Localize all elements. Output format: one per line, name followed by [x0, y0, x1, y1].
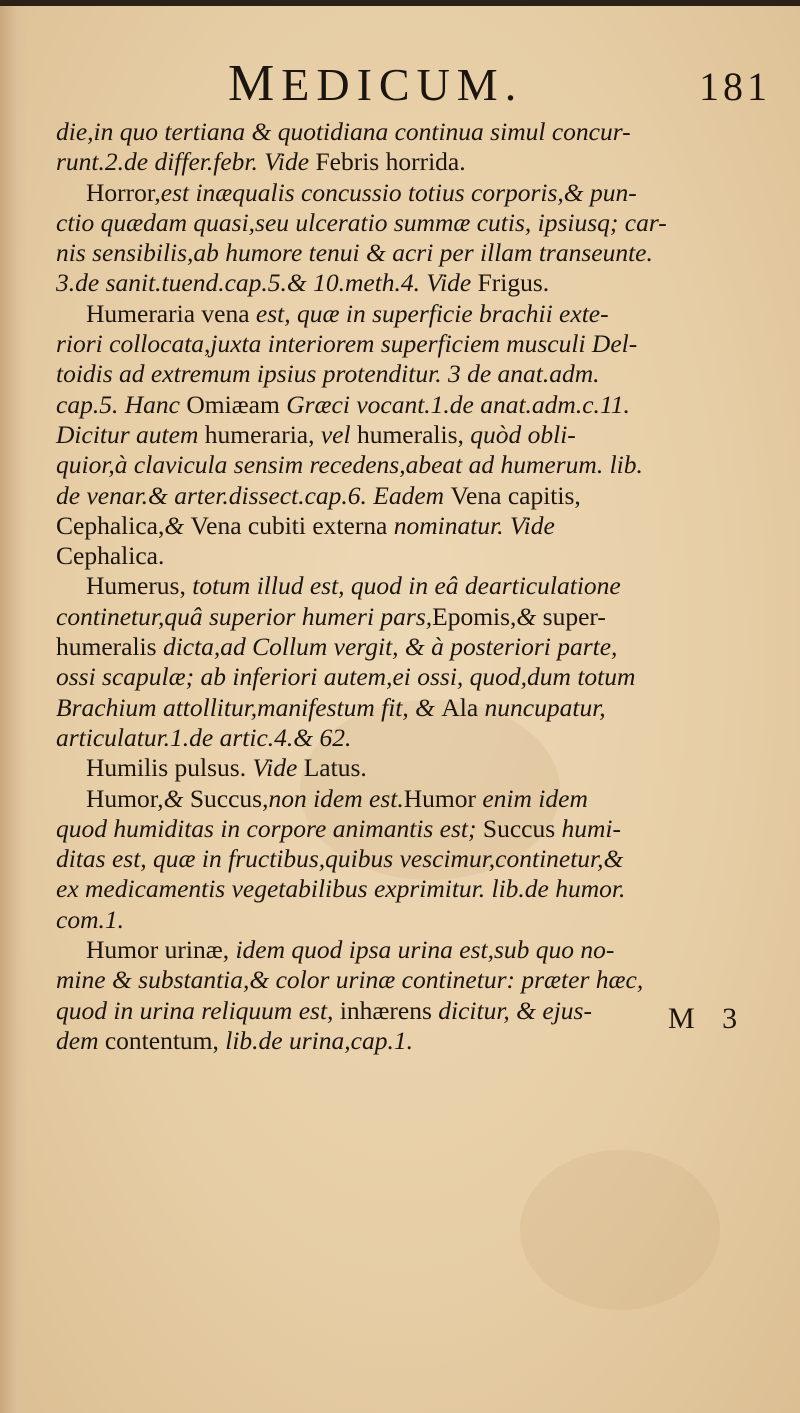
page-gutter-shadow — [0, 0, 28, 1413]
text-line — [56, 359, 746, 389]
text-line-content — [56, 450, 643, 480]
text-line-content — [56, 874, 625, 904]
roman-text: inhærens — [339, 995, 439, 1025]
signature-mark: M 3 — [668, 1002, 748, 1035]
text-line-content — [86, 571, 621, 601]
roman-text: Succus — [482, 813, 562, 843]
roman-text: Cephalica. — [56, 541, 165, 571]
italic-text: lib.de urina,cap.1. — [225, 1025, 413, 1055]
roman-text: super- — [542, 601, 606, 631]
italic-text: quod humiditas in corpore animantis est; — [56, 813, 483, 843]
italic-text: quòd obli- — [470, 419, 576, 449]
text-line — [56, 541, 746, 571]
italic-text: idem quod ipsa urina est,sub quo no- — [235, 935, 615, 965]
italic-text: com.1. — [56, 904, 124, 934]
italic-text: ditas est, quæ in fructibus,quibus vescimur,continetur,& — [56, 844, 624, 874]
text-line — [56, 662, 746, 692]
text-line-content — [56, 905, 124, 935]
text-line-content — [56, 723, 351, 753]
text-line-content — [86, 784, 588, 814]
italic-text: humi- — [561, 813, 622, 843]
roman-text: contentum, — [104, 1025, 226, 1055]
text-line — [56, 935, 746, 965]
roman-text: Epomis, — [432, 601, 517, 631]
text-line-content — [86, 935, 614, 965]
italic-text: vel — [320, 419, 357, 449]
text-line-content — [56, 844, 623, 874]
italic-text: & — [163, 783, 190, 813]
text-line-content — [56, 662, 635, 692]
text-line — [56, 238, 746, 268]
text-line-content — [56, 208, 667, 238]
italic-text: runt.2.de differ.febr. Vide — [56, 147, 316, 177]
roman-text: Vena cubiti externa — [190, 510, 394, 540]
italic-text: nuncupatur, — [484, 692, 606, 722]
text-line-content — [56, 632, 617, 662]
text-line — [56, 632, 746, 662]
italic-text: nis sensibilis,ab humore tenui & acri per illam transeunte. — [56, 238, 653, 268]
italic-text: Vide — [252, 753, 304, 783]
roman-text: Humor — [403, 783, 483, 813]
text-line-content — [56, 511, 555, 541]
italic-text: & — [516, 601, 543, 631]
text-line — [56, 844, 746, 874]
italic-text: ctio quædam quasi,seu ulceratio summæ cutis, ipsiusq; car- — [56, 207, 667, 237]
running-head — [0, 56, 800, 116]
text-line-content — [56, 481, 581, 511]
text-line — [56, 390, 746, 420]
text-line — [56, 753, 746, 783]
text-line-content — [56, 238, 653, 268]
roman-text: Succus, — [189, 783, 269, 813]
paper-stain — [520, 1150, 720, 1310]
roman-text: humeraria, — [204, 419, 321, 449]
running-title-initial: M — [228, 55, 282, 112]
text-line-content — [56, 359, 600, 389]
roman-text: Humerus, — [86, 571, 193, 601]
roman-text: Ala — [441, 692, 485, 722]
roman-text: humeralis — [56, 632, 163, 662]
text-line — [56, 1026, 746, 1056]
text-line-content — [56, 996, 592, 1026]
running-title-rest: EDICUM. — [281, 59, 524, 110]
text-line-content — [56, 814, 621, 844]
text-line — [56, 905, 746, 935]
italic-text: quior,à clavicula sensim recedens,abeat ad humerum. lib. — [56, 450, 643, 480]
text-line — [56, 329, 746, 359]
text-line — [56, 450, 746, 480]
text-line — [56, 571, 746, 601]
roman-text: Frigus. — [477, 268, 550, 298]
text-line — [56, 299, 746, 329]
text-line — [56, 874, 746, 904]
text-line — [56, 784, 746, 814]
italic-text: mine & substantia,& color urinæ continetur: præter hæc, — [56, 965, 644, 995]
italic-text: ossi scapulæ; ab inferiori autem,ei ossi, quod,dum totum — [56, 662, 636, 692]
text-line — [56, 814, 746, 844]
roman-text: Humeraria vena — [86, 298, 256, 328]
text-line — [56, 481, 746, 511]
roman-text: Latus. — [303, 753, 367, 783]
italic-text: Græci vocant.1.de anat.adm.c.11. — [286, 389, 630, 419]
italic-text: non idem est. — [268, 783, 404, 813]
page-number: 181 — [699, 64, 771, 109]
italic-text: toidis ad extremum ipsius protenditur. 3 de anat.adm. — [56, 359, 600, 389]
italic-text: ex medicamentis vegetabilibus exprimitur. lib.de humor. — [56, 874, 626, 904]
italic-text: 3.de sanit.tuend.cap.5.& 10.meth.4. Vide — [56, 268, 478, 298]
italic-text: Dicitur autem — [56, 419, 205, 449]
text-line-content — [56, 965, 643, 995]
roman-text: Omiæam — [186, 389, 287, 419]
italic-text: de venar.& arter.dissect.cap.6. Eadem — [56, 480, 451, 510]
text-line — [56, 602, 746, 632]
text-line — [56, 996, 746, 1026]
text-line — [56, 693, 746, 723]
text-line-content — [56, 268, 549, 298]
running-title — [228, 56, 523, 113]
text-line-content — [56, 420, 576, 450]
text-line-content — [56, 1026, 413, 1056]
text-line — [56, 420, 746, 450]
italic-text: est inæqualis concussio totius corporis,& pun- — [160, 177, 637, 207]
italic-text: & — [164, 510, 191, 540]
italic-text: totum illud est, quod in eâ dearticulatione — [192, 571, 621, 601]
italic-text: dem — [56, 1025, 105, 1055]
text-line-content — [86, 299, 609, 329]
body-text — [56, 117, 746, 1056]
text-line-content — [56, 147, 466, 177]
text-line-content — [86, 178, 637, 208]
italic-text: nominatur. Vide — [393, 510, 555, 540]
text-line-content — [56, 541, 164, 571]
text-line — [56, 723, 746, 753]
page-top-edge — [0, 0, 800, 6]
italic-text: dicitur, & ejus- — [438, 995, 592, 1025]
text-line — [56, 208, 746, 238]
italic-text: Brachium attollitur,manifestum fit, & — [56, 692, 442, 722]
text-line-content — [56, 117, 631, 147]
roman-text: Cephalica, — [56, 510, 165, 540]
italic-text: dicta,ad Collum vergit, & à posteriori parte, — [162, 632, 618, 662]
italic-text: est, quæ in superficie brachii exte- — [255, 298, 609, 328]
italic-text: enim idem — [482, 783, 588, 813]
roman-text: Humilis pulsus. — [86, 753, 253, 783]
roman-text: Febris horrida. — [315, 147, 466, 177]
text-line — [56, 178, 746, 208]
text-line-content — [56, 329, 637, 359]
text-line — [56, 147, 746, 177]
roman-text: Humor, — [86, 783, 164, 813]
italic-text: articulatur.1.de artic.4.& 62. — [56, 722, 352, 752]
text-line-content — [86, 753, 367, 783]
text-line-content — [56, 693, 606, 723]
italic-text: die,in quo tertiana & quotidiana continua simul concur- — [56, 117, 631, 146]
italic-text: riori collocata,juxta interiorem superficiem musculi Del- — [56, 329, 638, 359]
text-line-content — [56, 602, 606, 632]
roman-text: Vena capitis, — [450, 480, 581, 510]
text-line-content — [56, 390, 630, 420]
text-line — [56, 268, 746, 298]
text-line — [56, 965, 746, 995]
roman-text: Horror, — [86, 177, 161, 207]
text-line — [56, 511, 746, 541]
roman-text: Humor urinæ, — [86, 935, 236, 965]
text-line — [56, 117, 746, 147]
italic-text: continetur,quâ superior humeri pars, — [56, 601, 433, 631]
italic-text: cap.5. Hanc — [56, 389, 187, 419]
roman-text: humeralis, — [356, 419, 471, 449]
italic-text: quod in urina reliquum est, — [56, 995, 340, 1025]
